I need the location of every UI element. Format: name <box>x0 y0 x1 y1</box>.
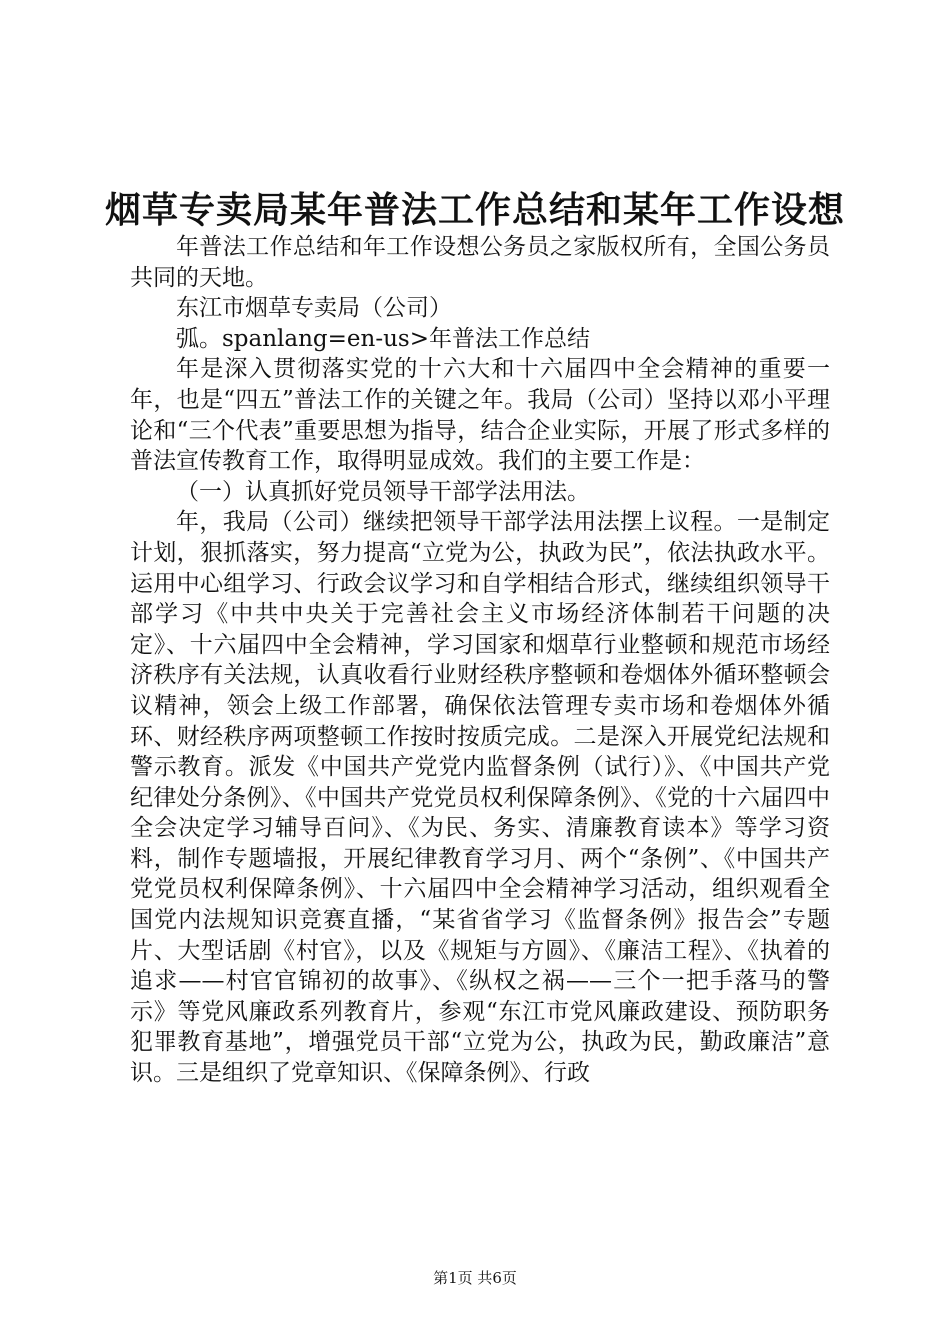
paragraph-organization: 东江市烟草专卖局（公司） <box>176 295 452 322</box>
paragraph-intro: 年普法工作总结和年工作设想公务员之家版权所有，全国公务员共同的天地。 <box>130 234 830 291</box>
paragraph-section-heading: 弧。spanlang=en-us>年普法工作总结 <box>176 325 591 352</box>
paragraph-overview: 年是深入贯彻落实党的十六大和十六届四中全会精神的重要一年，也是“四五”普法工作的关键之年。我局（公司）坚持以邓小平理论和“三个代表”重要思想为指导，结合企业实际，开展了形式多样的普法宣传教育工作，取得明显成效。我们的主要工作是： <box>130 356 830 475</box>
document-title: 烟草专卖局某年普法工作总结和某年工作设想 <box>104 189 845 231</box>
document-body <box>130 232 830 1089</box>
paragraph-subheading-1: （一）认真抓好党员领导干部学法用法。 <box>176 478 590 505</box>
page-footer: 第1页 共6页 <box>433 1269 517 1287</box>
paragraph-detail: 年，我局（公司）继续把领导干部学法用法摆上议程。一是制定计划，狠抓落实，努力提高“立党为公，执政为民”，依法执政水平。运用中心组学习、行政会议学习和自学相结合形式，继续组织领导干部学习《中共中央关于完善社会主义市场经济体制若干问题的决定》、十六届四中全会精神，学习国家和烟草行业整顿和规范市场经济秩序有关法规，认真收看行业财经秩序整顿和卷烟体外循环整顿会议精神，领会上级工作部署，确保依法管理专卖市场和卷烟体外循环、财经秩序两项整顿工作按时按质完成。二是深入开展党纪法规和警示教育。派发《中国共产党党内监督条例（试行）》、《中国共产党纪律处分条例》、《中国共产党党员权利保障条例》、《党的十六届四中全会决定学习辅导百问》、《为民、务实、清廉教育读本》等学习资料，制作专题墙报，开展纪律教育学习月、两个“条例”、《中国共产党党员权利保障条例》、十六届四中全会精神学习活动，组织观看全国党内法规知识竞赛直播，“某省省学习《监督条例》报告会”专题片、大型话剧《村官》，以及《规矩与方圆》、《廉洁工程》、《执着的追求——村官官锦初的故事》、《纵权之祸——三个一把手落马的警示》等党风廉政系列教育片，参观“东江市党风廉政建设、预防职务犯罪教育基地”，增强党员干部“立党为公，执政为民，勤政廉洁”意识。三是组织了党章知识、《保障条例》、行政 <box>130 509 830 1087</box>
